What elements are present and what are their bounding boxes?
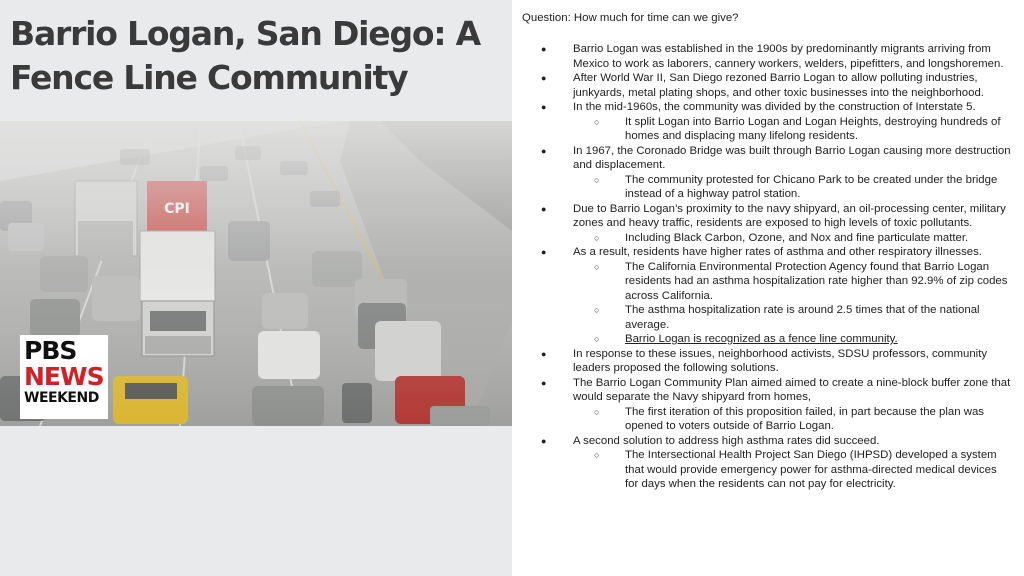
- bullet-text: Due to Barrio Logan’s proximity to the navy shipyard, an oil-processing center, military zones and heavy traffic, residents are exposed to high levels of toxic pollutants.: [573, 202, 1006, 229]
- sub-list-item: [573, 260, 1012, 304]
- list-item: [520, 144, 1012, 202]
- sub-list-item: [573, 115, 1012, 144]
- bullet-text: In 1967, the Coronado Bridge was built through Barrio Logan causing more destruction and displacement.: [573, 144, 1011, 171]
- sub-bullet-text: The asthma hospitalization rate is around 2.5 times that of the national average.: [625, 304, 980, 331]
- list-item: [520, 42, 1012, 71]
- sub-bullet-text: The Intersectional Health Project San Diego (IHPSD) developed a system that would provide emergency power for asthma-directed medical devices for days when the residents can not pay for electricity.: [625, 449, 997, 490]
- fence-line-link[interactable]: Barrio Logan is recognized as a fence line community.: [625, 333, 898, 345]
- sub-list: [573, 173, 1012, 202]
- notes-panel: [520, 0, 1020, 576]
- smoggy-highway-photo: [0, 121, 512, 426]
- sub-bullet-text: The community protested for Chicano Park to be created under the bridge instead of a highway patrol station.: [625, 173, 998, 200]
- sub-bullet-text: The first iteration of this proposition failed, in part because the plan was opened to voters outside of Barrio Logan.: [625, 405, 985, 432]
- list-item: [520, 71, 1012, 100]
- slide-title: Barrio Logan, San Diego: A Fence Line Community: [10, 14, 480, 97]
- list-item: [520, 245, 1012, 347]
- sub-list: [573, 115, 1012, 144]
- list-item: [520, 347, 1012, 376]
- sub-list: [573, 260, 1012, 347]
- bullet-text: In response to these issues, neighborhood activists, SDSU professors, community leaders proposed the following solutions.: [573, 347, 988, 374]
- question-text: Question: How much for time can we give?: [522, 12, 739, 24]
- sub-bullet-text: It split Logan into Barrio Logan and Logan Heights, destroying hundreds of homes and displacing many lifelong residents.: [625, 115, 1001, 142]
- list-item: [520, 376, 1012, 434]
- list-item: [520, 434, 1012, 492]
- sub-bullet-text: Including Black Carbon, Ozone, and Nox and fine particulate matter.: [625, 231, 969, 244]
- sub-list-item: [573, 303, 1012, 332]
- logo-line-pbs: PBS: [24, 336, 77, 365]
- pbs-news-weekend-logo: [20, 335, 108, 419]
- sub-bullet-text: The California Environmental Protection Agency found that Barrio Logan residents had an asthma hospitalization rate higher than 92.9% of zip codes across California.: [625, 260, 1008, 302]
- sub-list-item: [573, 405, 1012, 434]
- sub-list-item: [573, 173, 1012, 202]
- sub-list: [573, 405, 1012, 434]
- bullet-text: The Barrio Logan Community Plan aimed aimed to create a nine-block buffer zone that would separate the Navy shipyard from homes,: [573, 376, 1011, 403]
- list-item: [520, 100, 1012, 144]
- sub-list-item: [573, 448, 1012, 492]
- list-item: [520, 202, 1012, 246]
- bullet-text: Barrio Logan was established in the 1900s by predominantly migrants arriving from Mexico to work as laborers, cannery workers, welders, pipefitters, and longshoremen.: [573, 43, 1004, 70]
- bullet-text: As a result, residents have higher rates of asthma and other respiratory illnesses.: [573, 246, 983, 258]
- bullet-text: A second solution to address high asthma rates did succeed.: [573, 434, 880, 447]
- logo-line-news: NEWS: [24, 362, 104, 391]
- notes-list: [520, 42, 1012, 492]
- logo-line-weekend: WEEKEND: [24, 390, 99, 406]
- sub-list: [573, 448, 1012, 492]
- sub-list-item: [573, 332, 1012, 347]
- sub-list-item: [573, 231, 1012, 246]
- bullet-text: After World War II, San Diego rezoned Barrio Logan to allow polluting industries, junkyards, metal plating shops, and other toxic businesses into the neighborhood.: [573, 72, 984, 99]
- bullet-text: In the mid-1960s, the community was divided by the construction of Interstate 5.: [573, 101, 976, 113]
- sub-list: [573, 231, 1012, 246]
